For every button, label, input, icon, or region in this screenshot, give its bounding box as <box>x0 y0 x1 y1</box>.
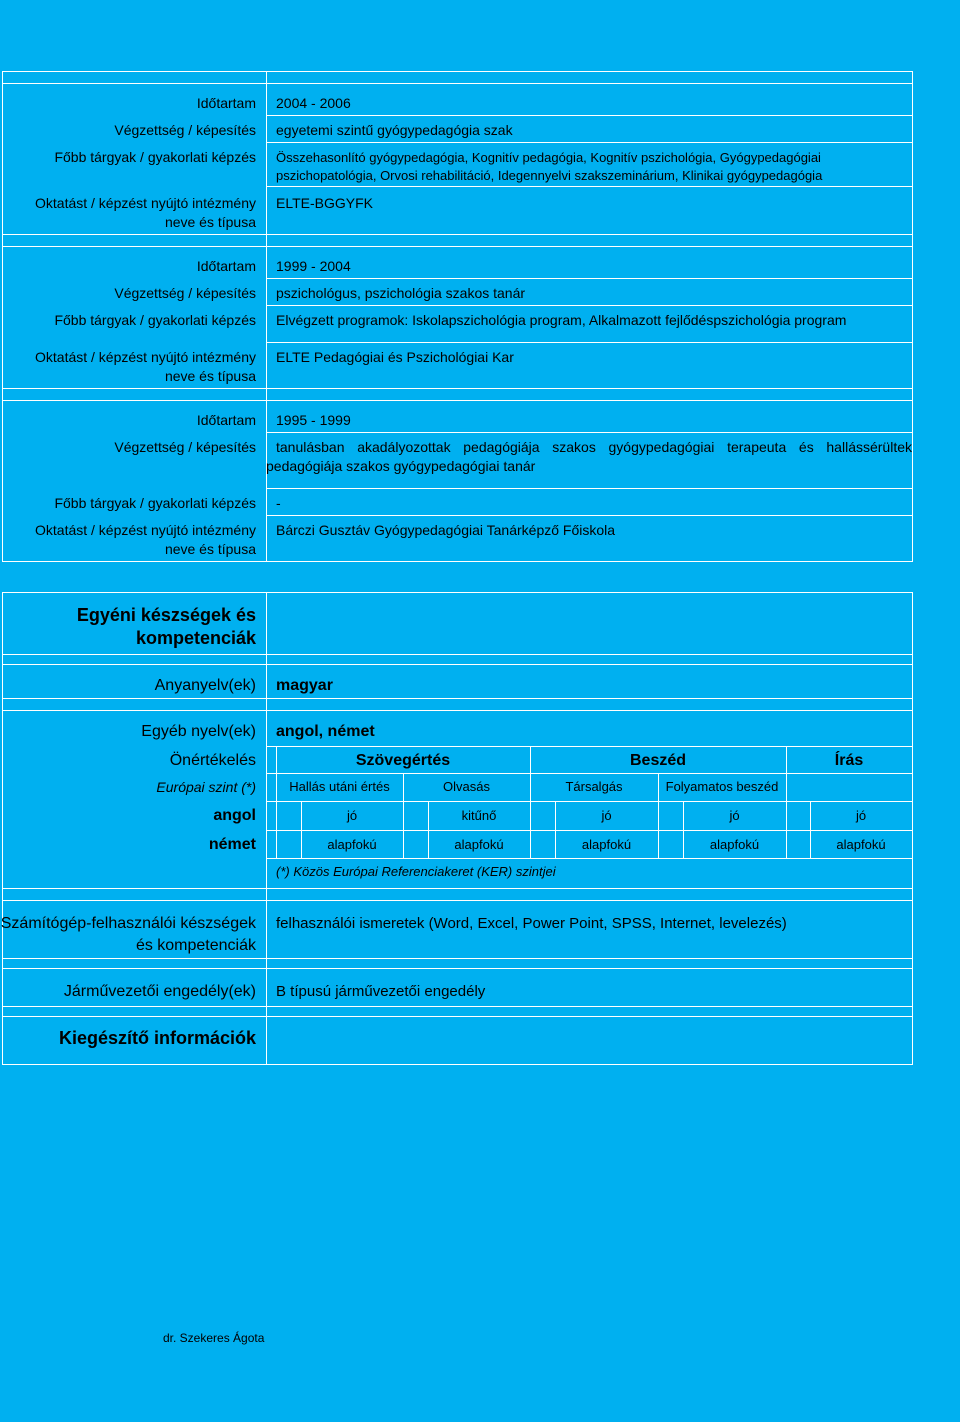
grid-line <box>266 342 913 343</box>
driving-licence-label: Járművezetői engedély(ek) <box>63 983 256 1000</box>
cefr-footnote: (*) Közös Európai Referenciakeret (KER) szintjei <box>276 864 556 879</box>
grid-line <box>2 1064 913 1065</box>
institution-label: Oktatást / képzést nyújtó intézmény <box>35 349 256 365</box>
grid-line <box>912 592 913 1064</box>
grid-line <box>266 305 913 306</box>
qualification-value: egyetemi szintű gyógypedagógia szak <box>276 122 513 138</box>
qualification-label: Végzettség / képesítés <box>114 122 256 138</box>
duration-label: Időtartam <box>196 412 256 428</box>
level-cell: alapfokú <box>709 837 760 852</box>
grid-line <box>2 968 913 969</box>
group-header-writing: Írás <box>834 752 864 769</box>
grid-line <box>2 654 913 655</box>
grid-line <box>2 664 913 665</box>
language-name-german: német <box>208 836 256 853</box>
institution-value: ELTE-BGGYFK <box>276 195 373 211</box>
mother-tongue-value: magyar <box>276 677 333 694</box>
duration-value: 2004 - 2006 <box>276 95 351 111</box>
grid-line <box>266 186 913 187</box>
grid-line <box>2 900 913 901</box>
grid-line <box>2 388 913 389</box>
subjects-label: Főbb tárgyak / gyakorlati képzés <box>54 495 256 511</box>
level-cell: jó <box>855 808 867 823</box>
subjects-value-line1: Összehasonlító gyógypedagógia, Kognitív pedagógia, Kognitív pszichológia, Gyógypedagógiai <box>276 150 821 165</box>
subheader-reading: Olvasás <box>443 779 490 794</box>
qualification-label: Végzettség / képesítés <box>114 439 256 455</box>
grid-line <box>2 83 913 84</box>
grid-line <box>266 801 913 802</box>
computer-skills-label-2: és kompetenciák <box>135 937 256 954</box>
group-header-understanding: Szövegértés <box>355 752 451 769</box>
grid-line <box>266 830 913 831</box>
subheader-interaction: Társalgás <box>565 779 623 794</box>
grid-line <box>266 278 913 279</box>
level-cell: alapfokú <box>836 837 886 852</box>
subjects-label: Főbb tárgyak / gyakorlati képzés <box>54 312 256 328</box>
grid-line <box>2 246 913 247</box>
skills-heading: Egyéni készségek és <box>76 605 256 625</box>
duration-label: Időtartam <box>196 95 256 111</box>
grid-line <box>2 710 913 711</box>
subjects-label: Főbb tárgyak / gyakorlati képzés <box>54 149 256 165</box>
grid-line <box>2 1006 913 1007</box>
level-cell: jó <box>601 808 612 823</box>
grid-line <box>2 1016 913 1017</box>
grid-line <box>266 71 267 561</box>
grid-line <box>266 142 913 143</box>
subheader-listening: Hallás utáni értés <box>289 779 390 794</box>
grid-line <box>266 773 913 774</box>
footer-name: dr. Szekeres Ágota <box>163 1331 265 1345</box>
subjects-value-line1: Elvégzett programok: Iskolapszichológia program, Alkalmazott fejlődéspszichológia program <box>276 312 847 328</box>
grid-line <box>2 958 913 959</box>
duration-value: 1995 - 1999 <box>276 412 351 428</box>
driving-licence-value: B típusú járművezetői engedély <box>276 983 486 1000</box>
institution-label: Oktatást / képzést nyújtó intézmény <box>35 522 256 538</box>
duration-value: 1999 - 2004 <box>276 258 351 274</box>
qualification-value: pszichológus, pszichológia szakos tanár <box>276 285 526 301</box>
duration-label: Időtartam <box>196 258 256 274</box>
grid-line <box>2 71 913 72</box>
grid-line <box>2 698 913 699</box>
grid-line <box>2 71 3 561</box>
level-cell: alapfokú <box>581 837 632 852</box>
level-cell: jó <box>346 808 358 823</box>
other-languages-value: angol, német <box>276 723 375 740</box>
grid-line <box>266 115 913 116</box>
grid-line <box>266 488 913 489</box>
level-cell: alapfokú <box>454 837 504 852</box>
mother-tongue-label: Anyanyelv(ek) <box>154 677 256 694</box>
grid-line <box>266 432 913 433</box>
computer-skills-label: Számítógép-felhasználói készségek <box>0 915 256 932</box>
subheader-production: Folyamatos beszéd <box>665 779 779 794</box>
subjects-value-line2: pszichopatológia, Orvosi rehabilitáció, Idegennyelvi szakszeminárium, Klinikai gyógypedagógia <box>276 168 823 183</box>
level-cell: jó <box>729 808 740 823</box>
subjects-value-line1: - <box>276 495 281 511</box>
grid-line <box>266 515 913 516</box>
additional-info-label: Kiegészítő információk <box>58 1028 256 1048</box>
level-cell: kitűnő <box>461 808 497 823</box>
grid-line <box>266 592 267 1064</box>
qualification-label: Végzettség / képesítés <box>114 285 256 301</box>
institution-label-2: neve és típusa <box>164 541 256 557</box>
institution-label-2: neve és típusa <box>164 214 256 230</box>
grid-line <box>2 561 913 562</box>
institution-value: Bárczi Gusztáv Gyógypedagógiai Tanárképző Főiskola <box>276 522 616 538</box>
grid-line <box>266 746 913 747</box>
skills-heading-line2: kompetenciák <box>135 628 256 648</box>
qualification-value-line2: pedagógiája szakos gyógypedagógiai tanár <box>266 458 536 474</box>
language-name-english: angol <box>213 807 256 824</box>
group-header-speaking: Beszéd <box>629 752 687 769</box>
institution-value: ELTE Pedagógiai és Pszichológiai Kar <box>276 349 514 365</box>
qualification-value-line1: tanulásban akadályozottak pedagógiája szakos gyógypedagógiai terapeuta és hallássérültek <box>276 439 912 455</box>
institution-label: Oktatást / képzést nyújtó intézmény <box>35 195 256 211</box>
computer-skills-value: felhasználói ismeretek (Word, Excel, Power Point, SPSS, Internet, levelezés) <box>276 915 787 932</box>
level-cell: alapfokú <box>327 837 377 852</box>
other-languages-label: Egyéb nyelv(ek) <box>141 723 256 740</box>
grid-line <box>266 858 913 859</box>
grid-line <box>2 592 3 1064</box>
grid-line <box>2 888 913 889</box>
grid-line <box>912 71 913 561</box>
grid-line <box>2 234 913 235</box>
european-level-label: Európai szint (*) <box>156 779 256 795</box>
self-assessment-label: Önértékelés <box>169 752 256 769</box>
grid-line <box>2 400 913 401</box>
institution-label-2: neve és típusa <box>164 368 256 384</box>
grid-line <box>2 592 913 593</box>
